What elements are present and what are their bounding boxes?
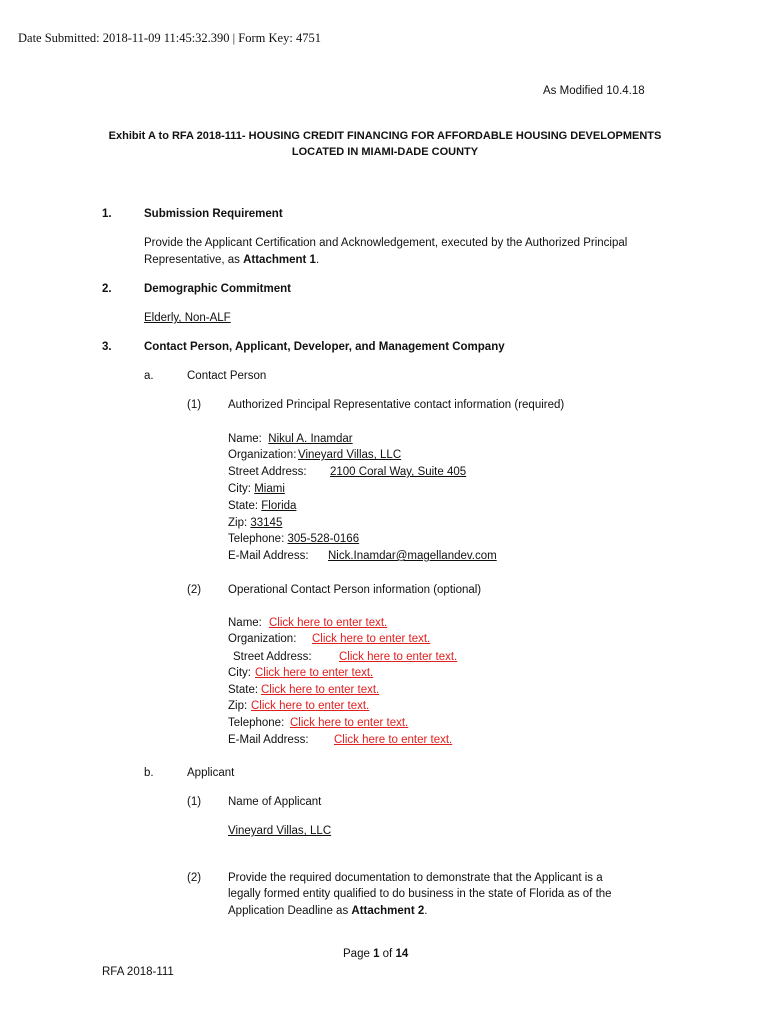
subsection-a-letter: a.: [144, 370, 154, 382]
title-line-1: Exhibit A to RFA 2018-111- HOUSING CREDIT FINANCING FOR AFFORDABLE HOUSING DEVELOPMENTS: [108, 130, 662, 142]
op-name-label: Name:: [228, 617, 262, 629]
rep-zip-row: Zip: 33145: [228, 517, 283, 529]
op-state-label: State:: [228, 684, 259, 696]
attachment-2-ref: Attachment 2: [351, 905, 425, 917]
section-1-body-line-1: Provide the Applicant Certification and Acknowledgement, executed by the Authorized Principal: [144, 237, 628, 249]
footer-rfa: RFA 2018-111: [102, 966, 174, 978]
op-state-field[interactable]: Click here to enter text.: [261, 684, 380, 696]
subsection-b-label: Applicant: [187, 767, 235, 779]
page-number: Page 1 of 14: [343, 948, 409, 960]
op-phone-label: Telephone:: [228, 717, 285, 729]
rep-name-row: Name: Nikul A. Inamdar: [228, 433, 353, 445]
attachment-1-ref: Attachment 1: [243, 254, 316, 266]
rep-street-label: Street Address:: [228, 466, 307, 478]
rep-name-field[interactable]: Nikul A. Inamdar: [268, 433, 353, 445]
op-city-label: City:: [228, 667, 251, 679]
item-b1-number: (1): [187, 796, 202, 808]
item-a1-label: Authorized Principal Representative contact information (required): [228, 399, 565, 411]
rep-zip-field[interactable]: 33145: [250, 517, 283, 529]
rep-street-field[interactable]: 2100 Coral Way, Suite 405: [330, 466, 467, 478]
subsection-a-label: Contact Person: [187, 370, 267, 382]
applicant-name-field[interactable]: Vineyard Villas, LLC: [228, 825, 332, 837]
rep-email-field[interactable]: Nick.Inamdar@magellandev.com: [328, 550, 497, 562]
section-3-heading: Contact Person, Applicant, Developer, and Management Company: [144, 341, 505, 353]
op-name-field[interactable]: Click here to enter text.: [269, 617, 388, 629]
modified-date: As Modified 10.4.18: [543, 85, 645, 97]
section-1-heading: Submission Requirement: [144, 208, 283, 220]
rep-city-row: City: Miami: [228, 483, 285, 495]
item-a1-number: (1): [187, 399, 202, 411]
op-phone-field[interactable]: Click here to enter text.: [290, 717, 409, 729]
rep-org-field[interactable]: Vineyard Villas, LLC: [298, 449, 402, 461]
item-a2-label: Operational Contact Person information (optional): [228, 584, 482, 596]
op-email-field[interactable]: Click here to enter text.: [334, 734, 453, 746]
op-street-label: Street Address:: [233, 651, 312, 663]
page-title: [60, 130, 710, 158]
op-zip-label: Zip:: [228, 700, 248, 712]
rep-email-label: E-Mail Address:: [228, 550, 309, 562]
rep-city-field[interactable]: Miami: [254, 483, 285, 495]
rep-phone-field[interactable]: 305-528-0166: [287, 533, 360, 545]
op-city-field[interactable]: Click here to enter text.: [255, 667, 374, 679]
section-1-number: 1.: [102, 208, 112, 220]
rep-phone-row: Telephone: 305-528-0166: [228, 533, 360, 545]
section-3-number: 3.: [102, 341, 112, 353]
item-a2-number: (2): [187, 584, 202, 596]
op-email-label: E-Mail Address:: [228, 734, 309, 746]
subsection-b-letter: b.: [144, 767, 154, 779]
op-street-field[interactable]: Click here to enter text.: [339, 651, 458, 663]
item-b2-number: (2): [187, 872, 202, 884]
title-line-2: LOCATED IN MIAMI-DADE COUNTY: [291, 146, 479, 158]
submission-header: Date Submitted: 2018-11-09 11:45:32.390 | Form Key: 4751: [18, 31, 321, 45]
rep-state-field[interactable]: Florida: [261, 500, 297, 512]
rep-org-row: Organization:: [228, 449, 297, 461]
op-org-label: Organization:: [228, 633, 297, 645]
section-1-body-line-2: Representative, as Attachment 1.: [144, 254, 320, 266]
item-b2-line-1: Provide the required documentation to demonstrate that the Applicant is a: [228, 872, 603, 884]
section-2-heading: Demographic Commitment: [144, 283, 291, 295]
op-org-field[interactable]: Click here to enter text.: [312, 633, 431, 645]
item-b2-line-2: legally formed entity qualified to do business in the state of Florida as of the: [228, 888, 612, 900]
section-2-number: 2.: [102, 283, 112, 295]
item-b1-label: Name of Applicant: [228, 796, 322, 808]
op-zip-field[interactable]: Click here to enter text.: [251, 700, 370, 712]
item-b2-line-3: Application Deadline as Attachment 2.: [228, 905, 428, 917]
demographic-value[interactable]: Elderly, Non-ALF: [144, 312, 231, 324]
rep-state-row: State: Florida: [228, 500, 297, 512]
